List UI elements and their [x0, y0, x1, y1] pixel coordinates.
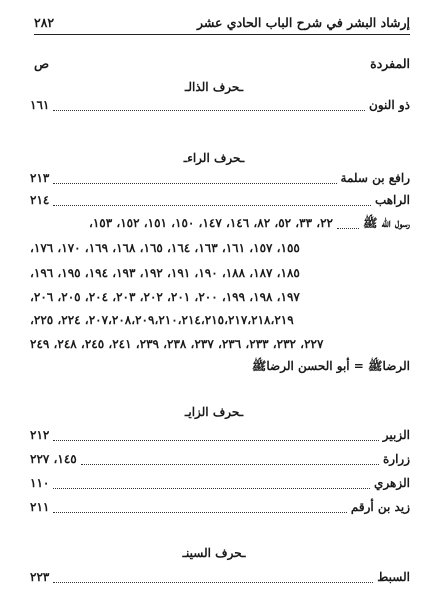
entry-pages: ٢١٤	[30, 193, 50, 207]
pages-continuation: ٢٢٧، ٢٣٢، ٢٣٣، ٢٣٦، ٢٣٧، ٢٣٨، ٢٣٩، ٢٤١، ٢٤٥، ٢٤٨، ٢٤٩	[30, 337, 324, 351]
index-entry	[30, 171, 410, 189]
pages-continuation: ١٨٥، ١٨٧، ١٨٨، ١٩٠، ١٩١، ١٩٢، ١٩٣، ١٩٤، ١٩٥، ١٩٦،	[30, 266, 300, 280]
leader-dots	[53, 109, 365, 111]
section-title-zay: ـحرف الزايـ	[184, 405, 244, 419]
pages-continuation: ١٩٧، ١٩٨، ١٩٩، ٢٠٠، ٢٠١، ٢٠٢، ٢٠٣، ٢٠٤، ٢٠٥، ٢٠٦،	[30, 290, 300, 304]
index-entry	[30, 500, 410, 518]
entry-name: زرارة	[382, 452, 410, 466]
cross-reference-text: الرضاﷺ = أبو الحسن الرضاﷺ	[251, 359, 410, 373]
section-title-sin: ـحرف السينـ	[182, 546, 246, 560]
entry-pages: ٢٢، ٣٣، ٥٢، ٨٢، ١٤٦، ١٤٧، ١٥٠، ١٥١، ١٥٢، ١٥٣،	[88, 216, 333, 230]
term-column-heading: المفردة	[370, 56, 410, 71]
index-entry	[30, 98, 410, 116]
pages-continuation: ٢٠٧،٢٠٨،٢٠٩،٢١٠،٢١٤،٢١٥،٢١٧،٢١٨،٢١٩، ٢٢٤، ٢٢٥،	[30, 313, 294, 327]
page-column-heading: ص	[34, 56, 50, 71]
entry-name: الزبير	[382, 428, 410, 442]
leader-dots	[81, 463, 379, 465]
entry-pages: ٢١٣	[30, 171, 50, 185]
entry-name: رافع بن سلمة	[340, 171, 410, 185]
entry-name: رسول الله ﷺ	[363, 216, 410, 230]
entry-name: زيد بن أرقم	[350, 500, 410, 514]
entry-name: السبط	[377, 570, 410, 584]
index-entry	[30, 570, 410, 588]
pages-continuation: ١٥٥، ١٥٧، ١٦١، ١٦٣، ١٦٤، ١٦٥، ١٦٨، ١٦٩، ١٧٠، ١٧٦،	[30, 241, 300, 255]
leader-dots	[53, 581, 373, 583]
entry-pages: ١٦١	[30, 98, 50, 112]
leader-dots	[53, 204, 371, 206]
entry-pages: ١١٠	[30, 476, 50, 490]
leader-dots	[53, 511, 347, 513]
entry-name: الراهب	[374, 193, 410, 207]
section-title-dhal: ـحرف الذالـ	[184, 80, 244, 94]
leader-dots	[53, 439, 378, 441]
header-divider	[34, 34, 410, 35]
leader-dots	[53, 487, 370, 489]
page-number: ٢٨٢	[34, 14, 55, 30]
index-entry	[30, 428, 410, 446]
entry-pages: ٢١١	[30, 500, 50, 514]
entry-pages: ٢١٢	[30, 428, 50, 442]
cross-reference	[30, 359, 410, 377]
running-header	[34, 12, 410, 32]
column-headings	[34, 56, 410, 71]
index-entry	[30, 193, 410, 211]
leader-dots	[53, 182, 336, 184]
index-entry	[30, 476, 410, 494]
index-entry	[30, 216, 410, 234]
index-entry	[30, 452, 410, 470]
entry-pages: ١٤٥، ٢٢٧	[30, 452, 77, 466]
entry-name: ذو النون	[369, 98, 410, 112]
book-title: إرشاد البشر في شرح الباب الحادي عشر	[196, 14, 410, 30]
entry-name: الزهري	[374, 476, 410, 490]
entry-pages: ٢٢٣	[30, 570, 50, 584]
leader-dots	[337, 227, 359, 229]
section-title-ra: ـحرف الراءـ	[183, 151, 245, 165]
